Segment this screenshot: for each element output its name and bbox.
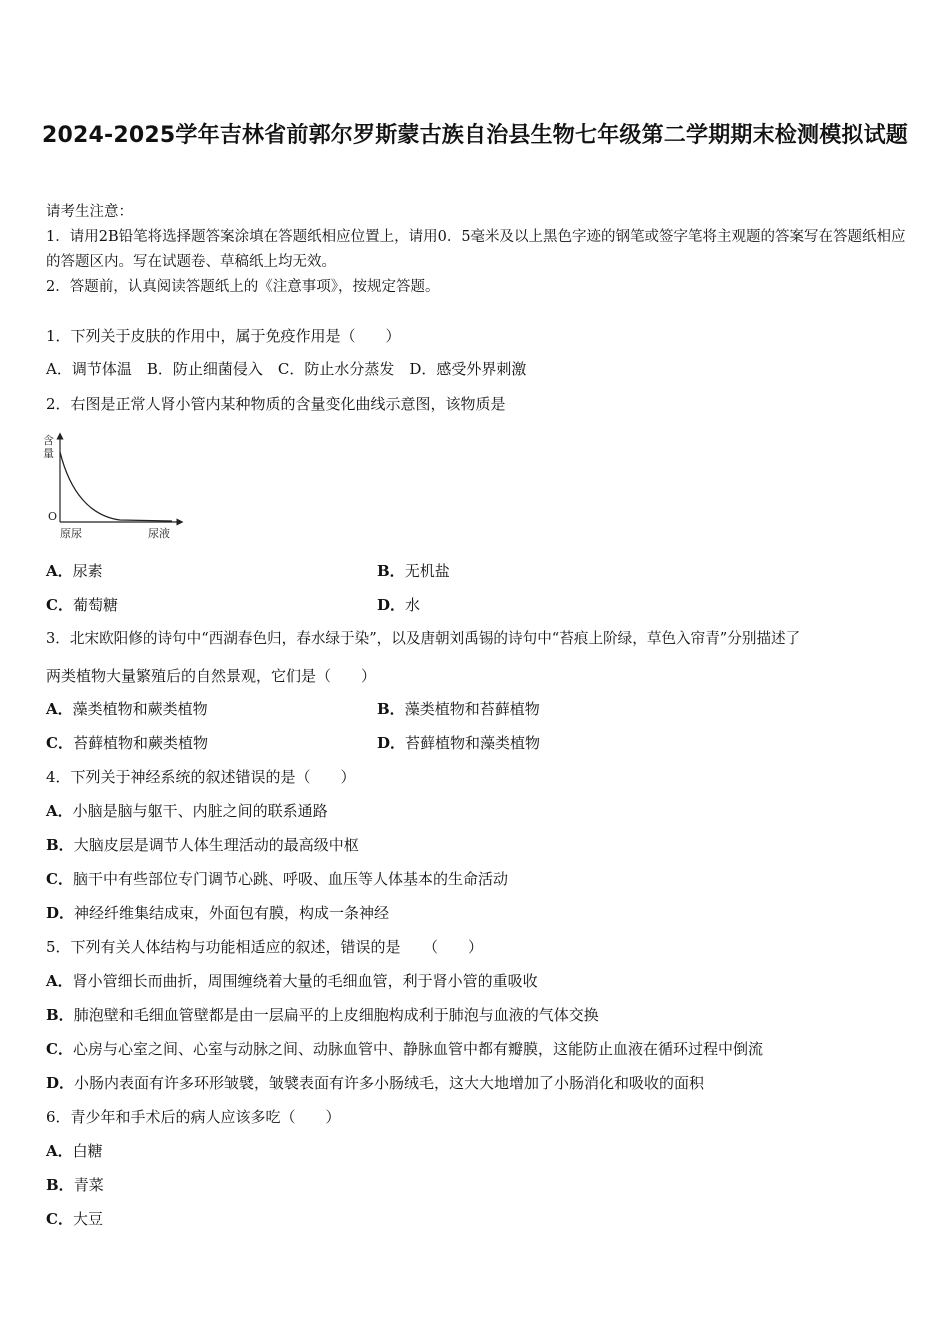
question-4-option-d: D．神经纤维集结成束，外面包有膜，构成一条神经 — [46, 904, 390, 922]
question-3-option-d: D．苔藓植物和藻类植物 — [377, 734, 541, 752]
question-5-option-d: D．小肠内表面有许多环形皱襞，皱襞表面有许多小肠绒毛，这大大地增加了小肠消化和吸收的面积 — [46, 1074, 705, 1092]
question-5-option-a: A．肾小管细长而曲折，周围缠绕着大量的毛细血管，利于肾小管的重吸收 — [46, 972, 538, 990]
question-2-option-c: C．葡萄糖 — [46, 596, 118, 614]
page-title: 2024-2025学年吉林省前郭尔罗斯蒙古族自治县生物七年级第二学期期末检测模拟试题 — [42, 123, 908, 148]
content-curve — [60, 452, 172, 521]
question-2-figure — [40, 430, 190, 549]
notice-block — [46, 200, 906, 300]
y-axis-label-1: 含 — [43, 434, 54, 447]
question-2-option-d: D．水 — [377, 596, 421, 614]
question-4-option-c: C．脑干中有些部位专门调节心跳、呼吸、血压等人体基本的生命活动 — [46, 870, 508, 888]
notice-item-1: 1．请用2B铅笔将选择题答案涂填在答题纸相应位置上，请用0．5毫米及以上黑色字迹的钢笔或签字笔将主观题的答案写在答题纸相应的答题区内。写在试题卷、草稿纸上均无效。 — [46, 229, 906, 270]
question-3-option-c: C．苔藓植物和蕨类植物 — [46, 734, 208, 752]
question-5-option-b: B．肺泡壁和毛细血管壁都是由一层扁平的上皮细胞构成利于肺泡与血液的气体交换 — [46, 1006, 599, 1024]
question-2-option-b: B．无机盐 — [377, 562, 450, 580]
question-4-stem: 4．下列关于神经系统的叙述错误的是（ ） — [46, 768, 356, 786]
question-2-stem: 2．右图是正常人肾小管内某种物质的含量变化曲线示意图，该物质是 — [46, 395, 506, 413]
question-6-option-b: B．青菜 — [46, 1176, 104, 1194]
question-1-stem: 1．下列关于皮肤的作用中，属于免疫作用是（ ） — [46, 327, 401, 345]
question-4-option-a: A．小脑是脑与躯干、内脏之间的联系通路 — [46, 802, 328, 820]
question-5-stem: 5．下列有关人体结构与功能相适应的叙述，错误的是 （ ） — [46, 938, 484, 956]
question-4-option-b: B．大脑皮层是调节人体生理活动的最高级中枢 — [46, 836, 359, 854]
question-6-option-c: C．大豆 — [46, 1210, 103, 1228]
notice-heading: 请考生注意： — [46, 204, 133, 220]
x-end-label: 尿液 — [148, 527, 170, 540]
question-3-option-b: B．藻类植物和苔藓植物 — [377, 700, 540, 718]
question-5-option-c: C．心房与心室之间、心室与动脉之间、动脉血管中、静脉血管中都有瓣膜，这能防止血液在循环过程中倒流 — [46, 1040, 763, 1058]
content-curve-chart — [40, 430, 190, 545]
y-axis-label-2: 量 — [43, 447, 54, 460]
question-3-stem-line1: 3．北宋欧阳修的诗句中“西湖春色归，春水绿于染”，以及唐朝刘禹锡的诗句中“苔痕上阶绿，草色入帘青”分别描述了 — [46, 630, 801, 647]
question-2-option-a: A．尿素 — [46, 562, 103, 580]
question-1-options: A．调节体温 B．防止细菌侵入 C．防止水分蒸发 D．感受外界刺激 — [46, 360, 527, 378]
x-start-label: 原尿 — [60, 527, 82, 540]
origin-label: O — [48, 510, 58, 523]
question-3-option-a: A．藻类植物和蕨类植物 — [46, 700, 208, 718]
question-6-stem: 6．青少年和手术后的病人应该多吃（ ） — [46, 1108, 341, 1126]
question-6-option-a: A．白糖 — [46, 1142, 103, 1160]
question-3-stem-line2: 两类植物大量繁殖后的自然景观，它们是（ ） — [46, 667, 377, 685]
notice-item-2: 2．答题前，认真阅读答题纸上的《注意事项》，按规定答题。 — [46, 279, 440, 295]
